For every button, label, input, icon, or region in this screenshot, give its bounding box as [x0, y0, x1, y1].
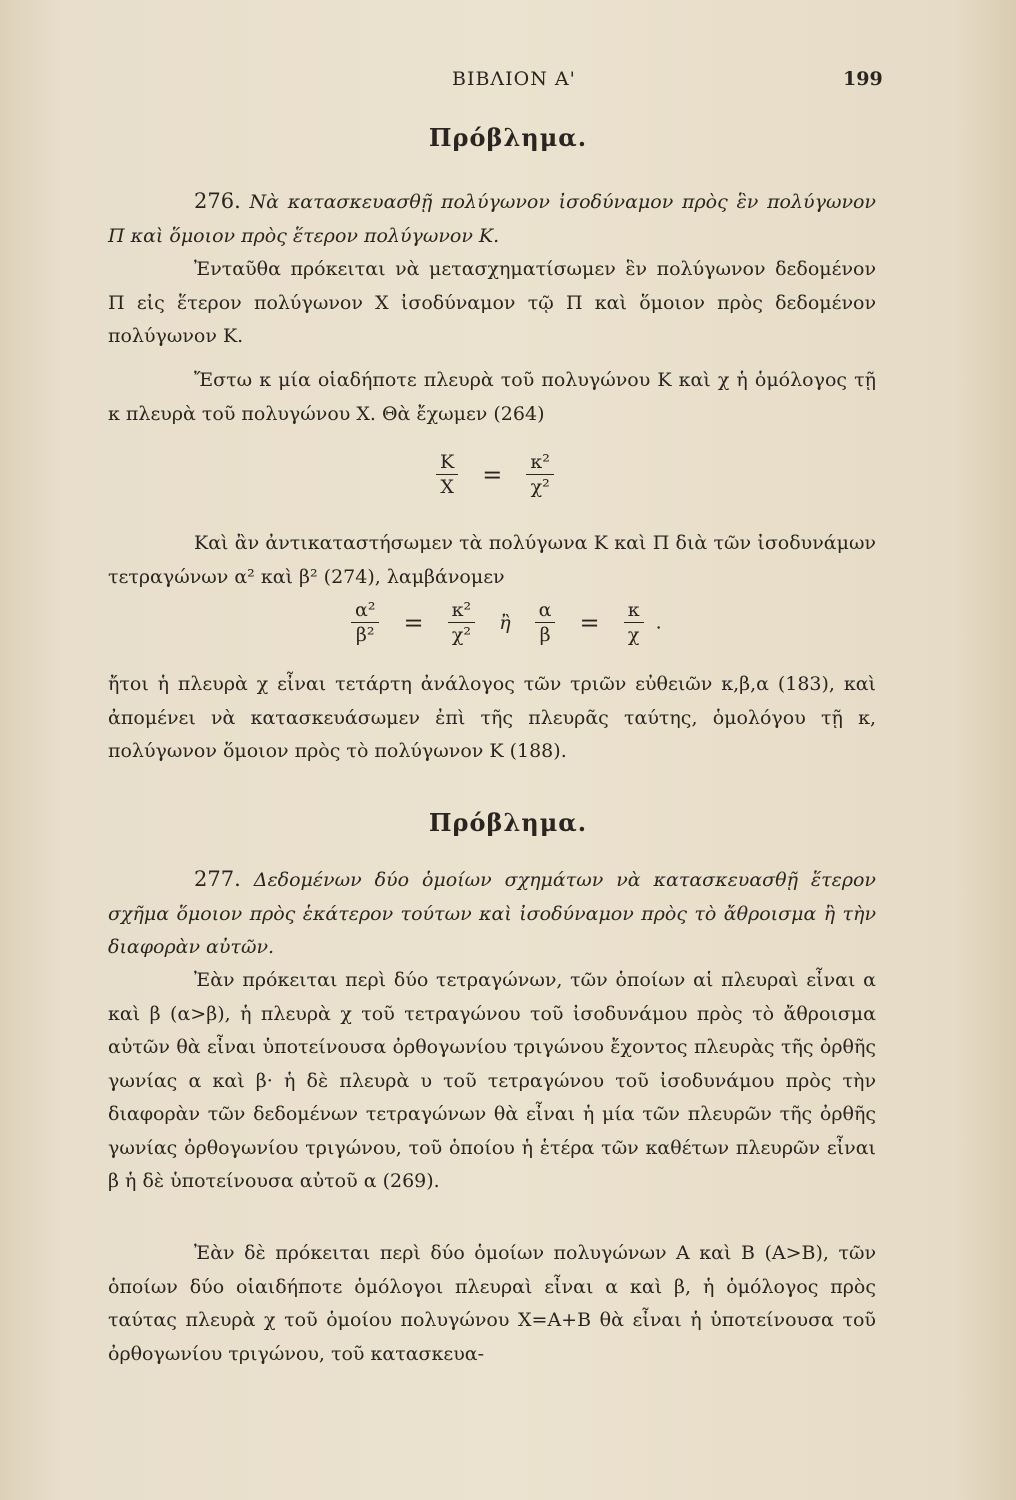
problem-statement-277 [108, 863, 876, 965]
fraction-k2-x2 [448, 598, 476, 647]
fraction-k2-x2 [526, 450, 554, 499]
fraction-a2-b2 [351, 598, 379, 647]
fraction-denominator: χ [627, 624, 640, 646]
equals-sign: = [579, 608, 600, 637]
problem-number-276: 276. [194, 189, 241, 213]
formula-period: . [655, 611, 662, 634]
paragraph-277-2: Ἐὰν δὲ πρόκειται περὶ δύο ὁμοίων πολυγώνων Α καὶ Β (Α>Β), τῶν ὁποίων δύο οἱαιδήποτε ὁμόλογοι πλευραὶ εἶναι α καὶ β, ἡ ὁμόλογος πρὸς ταύτας πλευρὰ χ τοῦ ὁμοίου πολυγώνου Χ=Α+Β θὰ εἶναι ἡ ὑποτείνουσα τοῦ ὀρθογωνίου τριγώνου, τοῦ κατασκευα- [108, 1242, 876, 1365]
running-head: ΒΙΒΛΙΟΝ Α' [452, 68, 576, 90]
problem-statement-276 [108, 185, 876, 253]
formula-ratio-1 [430, 450, 560, 499]
fraction-numerator: α² [351, 598, 379, 623]
paragraph-276-4: ἤτοι ἡ πλευρὰ χ εἶναι τετάρτη ἀνάλογος τῶν τριῶν εὐθειῶν κ,β,α (183), καὶ ἀπομένει νὰ κατασκευάσωμεν ἐπὶ τῆς πλευρᾶς ταύτης, ὁμολόγου τῇ κ, πολύγωνον ὅμοιον πρὸς τὸ πολύγωνον Κ (188). [108, 673, 876, 762]
paragraph-276-1: Ἐνταῦθα πρόκειται νὰ μετασχηματίσωμεν ἓν πολύγωνον δεδομένον Π εἰς ἕτερον πολύγωνον Χ ἰσοδύναμον τῷ Π καὶ ὅμοιον πρὸς δεδομένον πολύγωνον Κ. [108, 258, 876, 347]
fraction-denominator: χ² [451, 624, 471, 646]
equals-sign: = [482, 460, 503, 489]
fraction-K-X [436, 450, 458, 499]
or-word: ἢ [499, 611, 511, 634]
fraction-denominator: β² [355, 624, 375, 646]
problem-heading-277: Πρόβλημα. [428, 808, 588, 837]
paragraph-277-1: Ἐὰν πρόκειται περὶ δύο τετραγώνων, τῶν ὁποίων αἱ πλευραὶ εἶναι α καὶ β (α>β), ἡ πλευρὰ χ τοῦ τετραγώνου τοῦ ἰσοδυνάμου πρὸς τὸ ἄθροισμα αὐτῶν θὰ εἶναι ὑποτείνουσα ὀρθογωνίου τριγώνου ἔχοντος πλευρὰς τῆς ὀρθῆς γωνίας α καὶ β· ἡ δὲ πλευρὰ υ τοῦ τετραγώνου τοῦ ἰσοδυνάμου πρὸς τὴν διαφορὰν τῶν δεδομένων τετραγώνων θὰ εἶναι ἡ μία τῶν πλευρῶν τῆς ὀρθῆς γωνίας ὀρθογωνίου τριγώνου, τοῦ ὁποίου ἡ ἑτέρα τῶν καθέτων πλευρῶν εἶναι β ἡ δὲ ὑποτείνουσα αὐτοῦ α (269). [108, 969, 876, 1192]
fraction-denominator: χ² [530, 476, 550, 498]
page-number: 199 [843, 68, 883, 90]
paragraph-276-3: Καὶ ἂν ἀντικαταστήσωμεν τὰ πολύγωνα Κ καὶ Π διὰ τῶν ἰσοδυνάμων τετραγώνων α² καὶ β² (274), λαμβάνομεν [108, 532, 876, 588]
paragraph-276-2: Ἔστω κ μία οἱαδήποτε πλευρὰ τοῦ πολυγώνου Κ καὶ χ ἡ ὁμόλογος τῇ κ πλευρὰ τοῦ πολυγώνου Χ. Θὰ ἔχωμεν (264) [108, 369, 876, 425]
fraction-denominator: Χ [440, 476, 454, 498]
fraction-numerator: α [535, 598, 556, 623]
statement-text-276: Νὰ κατασκευασθῇ πολύγωνον ἰσοδύναμον πρὸς ἓν πολύγωνον Π καὶ ὅμοιον πρὸς ἕτερον πολύγωνον Κ. [108, 191, 876, 247]
problem-heading-276: Πρόβλημα. [428, 123, 588, 152]
fraction-k-x [624, 598, 644, 647]
fraction-numerator: Κ [436, 450, 458, 475]
fraction-denominator: β [539, 624, 551, 646]
statement-text-277: Δεδομένων δύο ὁμοίων σχημάτων νὰ κατασκευασθῇ ἕτερον σχῆμα ὅμοιον πρὸς ἑκάτερον τούτων καὶ ἰσοδύναμον πρὸς τὸ ἄθροισμα ἢ τὴν διαφορὰν αὐτῶν. [108, 869, 876, 958]
formula-ratio-2 [345, 598, 662, 647]
fraction-numerator: κ² [448, 598, 476, 623]
fraction-a-b [535, 598, 556, 647]
fraction-numerator: κ [624, 598, 644, 623]
problem-number-277: 277. [194, 867, 241, 891]
equals-sign: = [403, 608, 424, 637]
page-header [0, 68, 1016, 98]
fraction-numerator: κ² [526, 450, 554, 475]
